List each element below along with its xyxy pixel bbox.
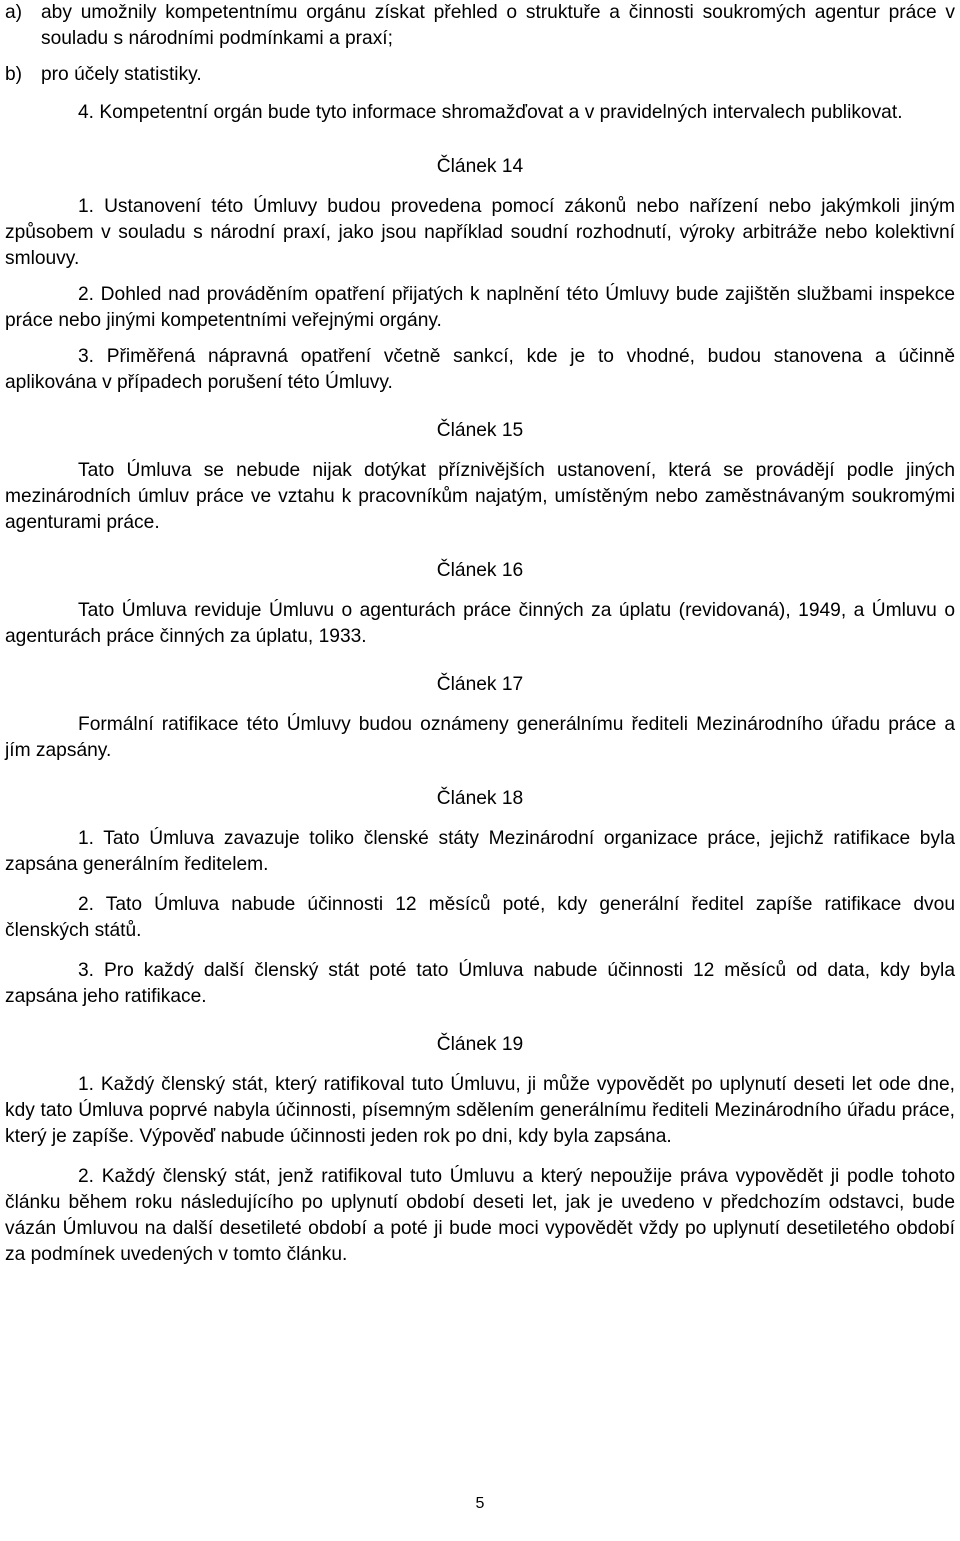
article-18-paragraph-3: 3. Pro každý další členský stát poté tato Úmluva nabude účinnosti 12 měsíců od data, kdy byla zapsána jeho ratifikace. bbox=[5, 960, 955, 1007]
article-14-paragraph-2: 2. Dohled nad prováděním opatření přijatých k naplnění této Úmluvy bude zajištěn službami inspekce práce nebo jinými kompetentními veřejnými orgány. bbox=[5, 284, 955, 331]
article-14-paragraph-1: 1. Ustanovení této Úmluvy budou provedena pomocí zákonů nebo nařízení nebo jakýmkoli jiným způsobem v souladu s národní praxí, jako jsou například soudní rozhodnutí, výroky arbitráže nebo kolektivní smlouvy. bbox=[5, 196, 955, 269]
article-16-heading: Článek 16 bbox=[436, 560, 524, 581]
article-19-paragraph-2: 2. Každý členský stát, jenž ratifikoval tuto Úmluvu a který nepoužije práva vypovědět ji podle tohoto článku během roku následujícího po uplynutí období deseti let, jak je uvedeno v předchozím odstavci, bude vázán Úmluvou na další desetileté období a poté ji bude moci vypovědět vždy po uplynutí desetiletého období za podmínek uvedených v tomto článku. bbox=[5, 1166, 955, 1265]
article-14-heading: Článek 14 bbox=[436, 156, 524, 177]
list-item-text: pro účely statistiky. bbox=[41, 64, 202, 85]
paragraph-4: 4. Kompetentní orgán bude tyto informace shromažďovat a v pravidelných intervalech publikovat. bbox=[78, 102, 903, 123]
list-item-label: a) bbox=[5, 2, 23, 23]
article-19-paragraph-1: 1. Každý členský stát, který ratifikoval tuto Úmluvu, ji může vypovědět po uplynutí deseti let ode dne, kdy tato Úmluva poprvé nabyla účinnosti, písemným sdělením generálnímu řediteli Mezinárodního úřadu práce, který je zapíše. Výpověď nabude účinnosti jeden rok po dni, kdy byla zapsána. bbox=[5, 1074, 955, 1147]
article-17-paragraph-1: Formální ratifikace této Úmluvy budou oznámeny generálnímu řediteli Mezinárodního úřadu práce a jím zapsány. bbox=[5, 714, 955, 761]
article-14-paragraph-3: 3. Přiměřená nápravná opatření včetně sankcí, kde je to vhodné, budou stanovena a účinně aplikována v případech porušení této Úmluvy. bbox=[5, 346, 955, 393]
article-15-heading: Článek 15 bbox=[436, 420, 524, 441]
article-16-paragraph-1: Tato Úmluva reviduje Úmluvu o agenturách práce činných za úplatu (revidovaná), 1949, a Úmluvu o agenturách práce činných za úplatu, 1933. bbox=[5, 600, 955, 647]
article-18-paragraph-2: 2. Tato Úmluva nabude účinnosti 12 měsíců poté, kdy generální ředitel zapíše ratifikace dvou členských států. bbox=[5, 894, 955, 941]
article-15-paragraph-1: Tato Úmluva se nebude nijak dotýkat příznivějších ustanovení, která se provádějí podle jiných mezinárodních úmluv práce ve vztahu k pracovníkům najatým, umístěným nebo zaměstnávaným soukromými agenturami práce. bbox=[5, 460, 955, 533]
article-18-paragraph-1: 1. Tato Úmluva zavazuje toliko členské státy Mezinárodní organizace práce, jejichž ratifikace byla zapsána generálním ředitelem. bbox=[5, 828, 955, 875]
article-19-heading: Článek 19 bbox=[436, 1034, 524, 1055]
list-item-b bbox=[5, 62, 955, 88]
article-18-heading: Článek 18 bbox=[436, 788, 524, 809]
list-item-a bbox=[5, 0, 955, 52]
list-item-label: b) bbox=[5, 64, 23, 85]
page-number: 5 bbox=[475, 1495, 485, 1512]
list-item-text: aby umožnily kompetentnímu orgánu získat přehled o struktuře a činnosti soukromých agentur práce v souladu s národními podmínkami a praxí; bbox=[41, 2, 955, 49]
article-17-heading: Článek 17 bbox=[436, 674, 524, 695]
document-page bbox=[5, 0, 955, 1268]
